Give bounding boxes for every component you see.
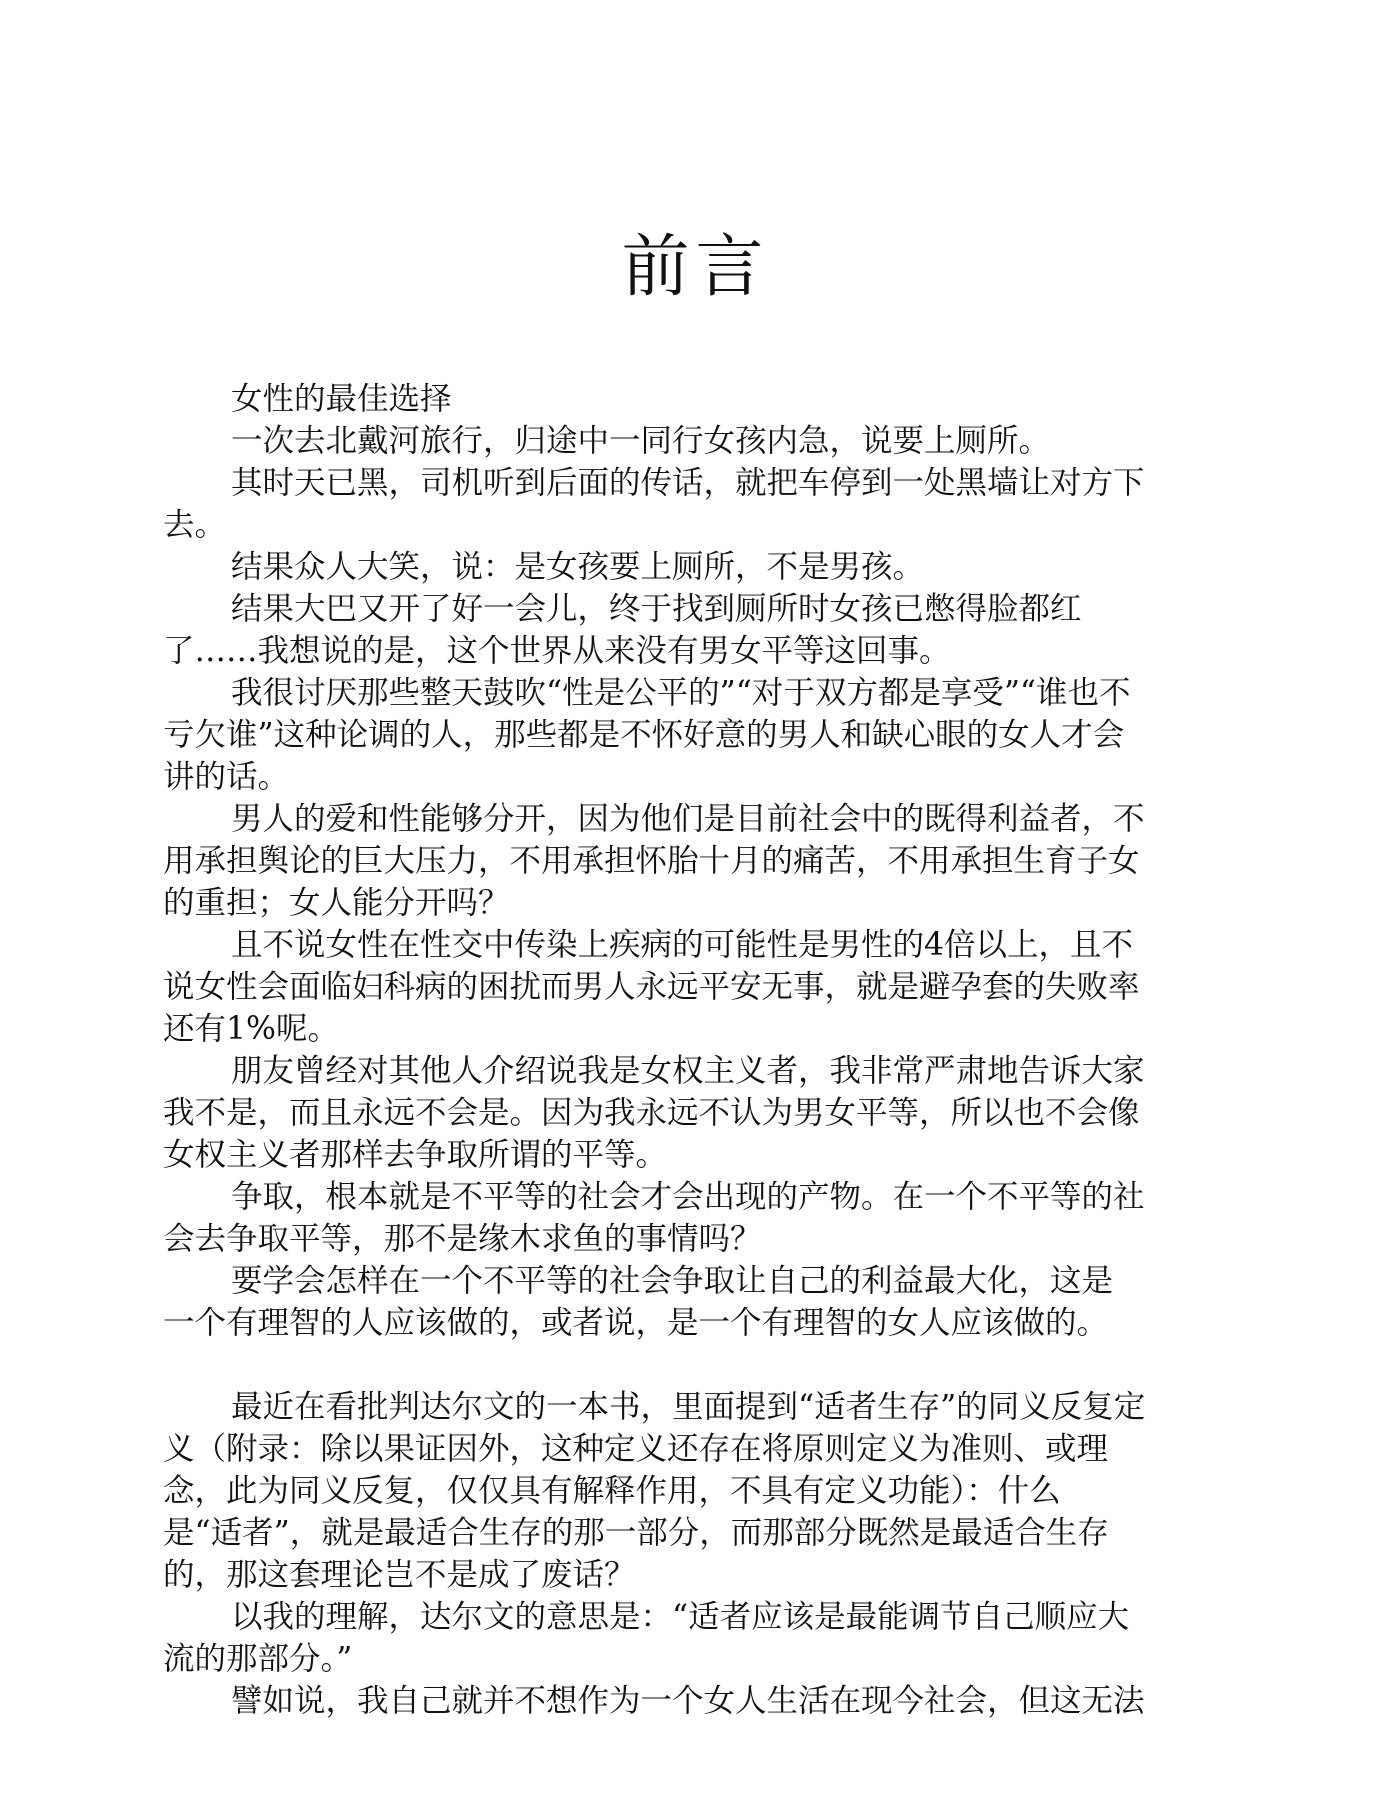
blank-line: [163, 1344, 1228, 1386]
body-text: [163, 378, 1228, 1722]
text-line: 且不说女性在性交中传染上疾病的可能性是男性的4倍以上，且不: [231, 927, 1134, 963]
page-title: 前言: [621, 228, 770, 307]
text-line: 流的那部分。”: [163, 1641, 353, 1677]
text-line: 会去争取平等，那不是缘木求鱼的事情吗？: [163, 1221, 762, 1257]
text-line: 以我的理解，达尔文的意思是：“适者应该是最能调节自己顺应大: [231, 1599, 1130, 1635]
text-line: 要学会怎样在一个不平等的社会争取让自己的利益最大化，这是: [231, 1263, 1114, 1299]
text-line: 结果大巴又开了好一会儿，终于找到厕所时女孩已憋得脸都红: [231, 591, 1082, 627]
text-line: 我不是，而且永远不会是。因为我永远不认为男女平等，所以也不会像: [163, 1095, 1140, 1131]
text-line: 亏欠谁”这种论调的人，那些都是不怀好意的男人和缺心眼的女人才会: [163, 717, 1125, 753]
text-line: 说女性会面临妇科病的困扰而男人永远平安无事，就是避孕套的失败率: [163, 969, 1140, 1005]
text-line: 朋友曾经对其他人介绍说我是女权主义者，我非常严肃地告诉大家: [231, 1053, 1145, 1089]
text-line: 争取，根本就是不平等的社会才会出现的产物。在一个不平等的社: [231, 1179, 1145, 1215]
text-line: 结果众人大笑，说：是女孩要上厕所，不是男孩。: [231, 549, 925, 585]
text-line: 我很讨厌那些整天鼓吹“性是公平的”“对于双方都是享受”“谁也不: [231, 675, 1131, 711]
text-line: 去。: [163, 507, 227, 543]
text-line: 其时天已黑，司机听到后面的传话，就把车停到一处黑墙让对方下: [231, 465, 1145, 501]
text-line: 一次去北戴河旅行，归途中一同行女孩内急，说要上厕所。: [231, 423, 1051, 459]
text-line: 了……我想说的是，这个世界从来没有男女平等这回事。: [163, 633, 951, 669]
text-line: 还有1%呢。: [163, 1011, 339, 1047]
text-line: 的，那这套理论岂不是成了废话？: [163, 1557, 636, 1593]
text-line: 譬如说，我自己就并不想作为一个女人生活在现今社会，但这无法: [231, 1683, 1145, 1719]
text-line: 女权主义者那样去争取所谓的平等。: [163, 1137, 668, 1173]
text-line: 男人的爱和性能够分开，因为他们是目前社会中的既得利益者，不: [231, 801, 1145, 837]
text-line: 讲的话。: [163, 759, 290, 795]
text-line: 是“适者”，就是最适合生存的那一部分，而那部分既然是最适合生存: [163, 1515, 1109, 1551]
text-line: 最近在看批判达尔文的一本书，里面提到“适者生存”的同义反复定: [231, 1389, 1146, 1425]
text-line: 念，此为同义反复，仅仅具有解释作用，不具有定义功能）：什么: [163, 1473, 1061, 1509]
text-line: 一个有理智的人应该做的，或者说，是一个有理智的女人应该做的。: [163, 1305, 1109, 1341]
text-line: 义（附录：除以果证因外，这种定义还存在将原则定义为准则、或理: [163, 1431, 1109, 1467]
text-line: 的重担；女人能分开吗？: [163, 885, 510, 921]
paragraph-lines: [163, 378, 1228, 1722]
text-line: 女性的最佳选择: [231, 381, 452, 417]
text-line: 用承担舆论的巨大压力，不用承担怀胎十月的痛苦，不用承担生育子女: [163, 843, 1140, 879]
